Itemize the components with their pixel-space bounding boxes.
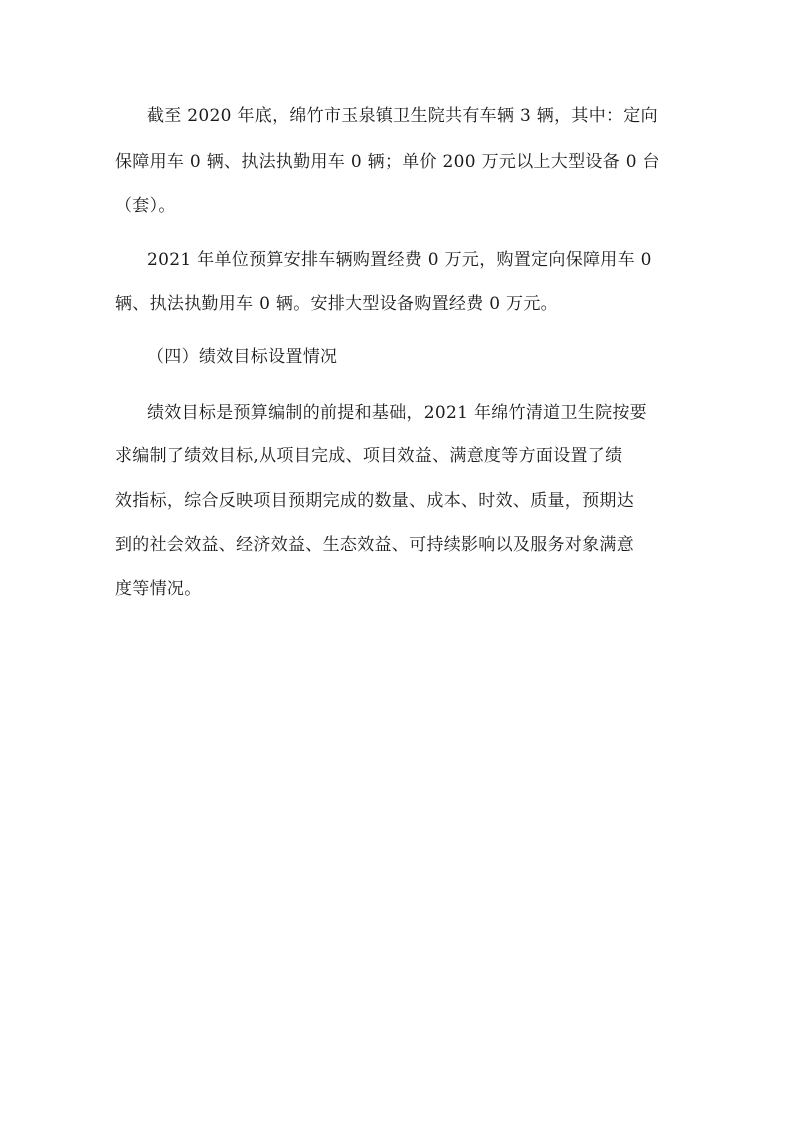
section-heading: （四）绩效目标设置情况 [147,347,338,367]
paragraph-2-line-2: 辆、执法执勤用车 0 辆。安排大型设备购置经费 0 万元。 [115,294,558,314]
paragraph-1-line-3: （套）。 [115,196,176,216]
paragraph-4-line-3: 效指标，综合反映项目预期完成的数量、成本、时效、质量，预期达 [115,491,634,511]
paragraph-4-line-1: 绩效目标是预算编制的前提和基础，2021 年绵竹清道卫生院按要 [147,403,647,423]
paragraph-4-line-2: 求编制了绩效目标,从项目完成、项目效益、满意度等方面设置了绩 [115,446,623,466]
paragraph-1-line-1: 截至 2020 年底，绵竹市玉泉镇卫生院共有车辆 3 辆，其中：定向 [147,106,658,126]
paragraph-1-line-2: 保障用车 0 辆、执法执勤用车 0 辆；单价 200 万元以上大型设备 0 台 [115,152,660,172]
paragraph-4-line-5: 度等情况。 [115,579,202,599]
paragraph-2-line-1: 2021 年单位预算安排车辆购置经费 0 万元，购置定向保障用车 0 [147,250,652,270]
paragraph-4-line-4: 到的社会效益、经济效益、生态效益、可持续影响以及服务对象满意 [115,535,634,555]
